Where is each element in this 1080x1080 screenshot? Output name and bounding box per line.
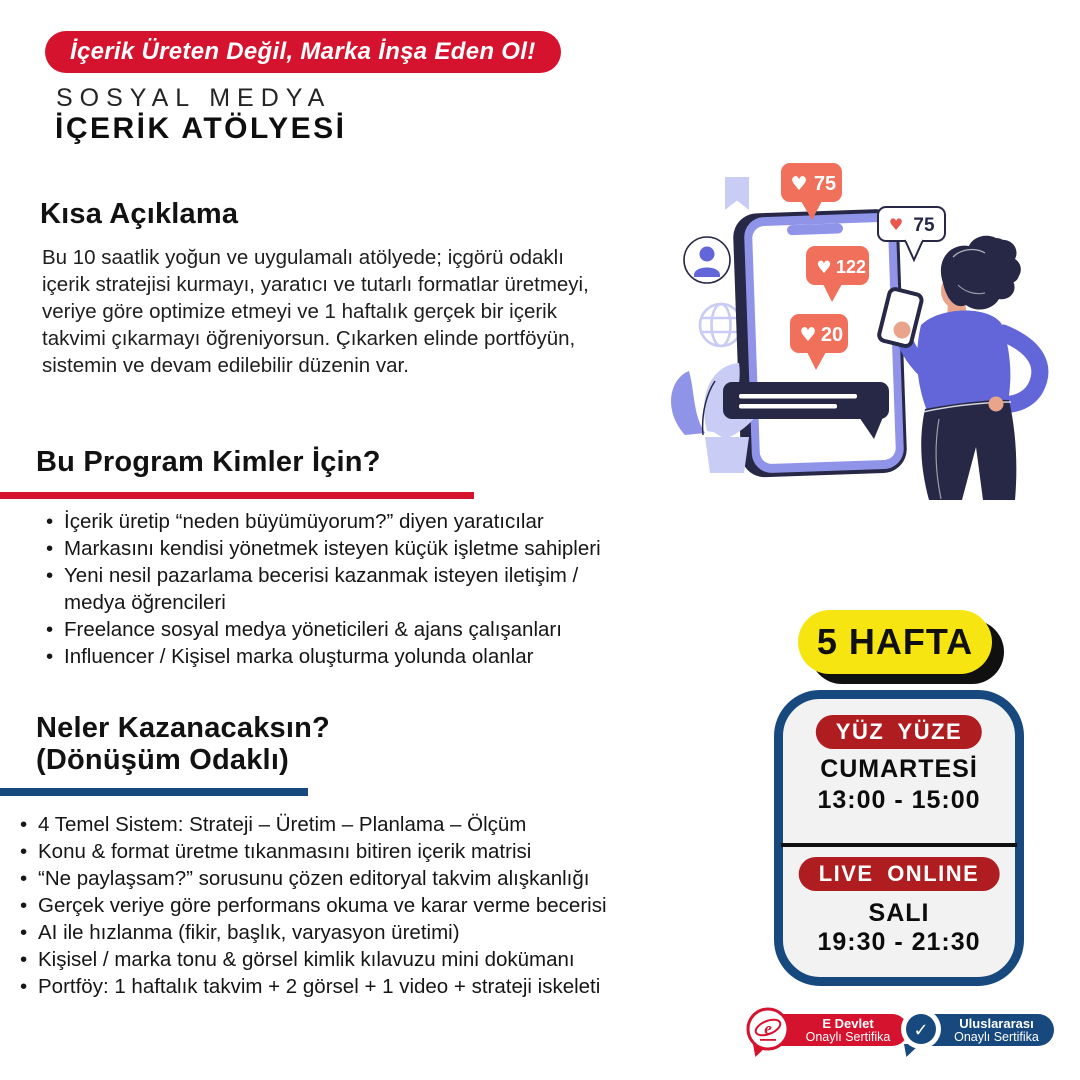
description-heading: Kısa Açıklama	[40, 198, 239, 230]
like-count: 75	[913, 215, 935, 236]
gains-heading-line-2: (Dönüşüm Odaklı)	[36, 744, 289, 776]
bookmark-icon	[725, 177, 749, 210]
certificate-title: E Devlet	[822, 1015, 874, 1031]
certificate-subtitle: Onaylı Sertifika	[954, 1029, 1039, 1044]
globe-icon	[700, 304, 742, 346]
like-count: 20	[820, 324, 844, 346]
certificate-title: Uluslararası	[959, 1015, 1034, 1031]
certificate-subtitle: Onaylı Sertifika	[805, 1029, 891, 1044]
gains-heading-line-1: Neler Kazanacaksın?	[36, 712, 330, 744]
list-item: • Konu & format üretme tıkanmasını bitiren içerik matrisi	[20, 838, 620, 865]
list-item: • Influencer / Kişisel marka oluşturma yolunda olanlar	[46, 643, 634, 670]
heart-icon: ♥	[790, 173, 808, 195]
check-icon: ✓	[913, 1020, 929, 1041]
tagline-text: İçerik Üreten Değil, Marka İnşa Eden Ol!	[70, 38, 536, 65]
session-time: 19:30 - 21:30	[817, 928, 981, 956]
list-item: • Markasını kendisi yönetmek isteyen küçük işletme sahipleri	[46, 535, 634, 562]
list-item: • İçerik üretip “neden büyümüyorum?” diyen yaratıcılar	[46, 508, 634, 535]
avatar-icon	[684, 237, 730, 283]
title-line-2: İÇERİK ATÖLYESİ	[55, 112, 347, 145]
like-count: 122	[835, 257, 867, 277]
card-divider	[781, 843, 1017, 847]
session-mode-badge: YÜZ YÜZE	[816, 715, 982, 749]
list-item: • Yeni nesil pazarlama becerisi kazanmak isteyen iletişim / medya öğrencileri	[46, 562, 634, 616]
tagline-badge	[45, 31, 561, 73]
blue-divider-bar	[0, 788, 308, 796]
heart-icon: ♥	[799, 324, 817, 346]
session-day: CUMARTESİ	[820, 755, 978, 783]
audience-list	[46, 508, 634, 670]
duration-text: 5 HAFTA	[816, 621, 974, 662]
title-line-1: SOSYAL MEDYA	[56, 84, 332, 112]
duration-badge	[798, 610, 992, 674]
list-item: • Portföy: 1 haftalık takvim + 2 görsel + 1 video + strateji iskeleti	[20, 973, 620, 1000]
social-media-illustration	[655, 153, 1080, 503]
session-time: 13:00 - 15:00	[817, 786, 981, 814]
audience-heading: Bu Program Kimler İçin?	[36, 446, 381, 478]
list-item: • AI ile hızlanma (fikir, başlık, varyasyon üretimi)	[20, 919, 620, 946]
gains-list	[20, 811, 620, 1000]
certificate-badge-international	[898, 1006, 1048, 1060]
certificate-badge-edevlet	[745, 1006, 895, 1060]
list-item: • Freelance sosyal medya yöneticileri & ajans çalışanları	[46, 616, 634, 643]
heart-icon: ♥	[816, 258, 832, 278]
session-mode-badge: LIVE ONLINE	[799, 857, 1000, 891]
description-body: Bu 10 saatlik yoğun ve uygulamalı atölyede; içgörü odaklı içerik stratejisi kurmayı, yaratıcı ve tutarlı formatlar üretmeyi, veriye göre optimize etmeyi ve 1 haftalık gerçek bir içerik takvimi çıkarmayı öğreniyorsun. Çıkarken elinde portföyün, sistemin ve devam edilebilir düzenin var.	[42, 246, 589, 377]
schedule-card	[774, 690, 1024, 986]
like-count: 75	[813, 173, 837, 195]
session-day: SALI	[868, 899, 930, 927]
edevlet-logo-icon	[745, 1006, 791, 1052]
svg-text:e: e	[764, 1019, 772, 1038]
list-item: • “Ne paylaşsam?” sorusunu çözen editoryal takvim alışkanlığı	[20, 865, 620, 892]
list-item: • Gerçek veriye göre performans okuma ve karar verme becerisi	[20, 892, 620, 919]
check-badge-icon	[898, 1006, 944, 1052]
heart-icon: ♥	[888, 215, 904, 234]
list-item: • Kişisel / marka tonu & görsel kimlik kılavuzu mini dokümanı	[20, 946, 620, 973]
list-item: • 4 Temel Sistem: Strateji – Üretim – Planlama – Ölçüm	[20, 811, 620, 838]
red-divider-bar	[0, 492, 474, 499]
